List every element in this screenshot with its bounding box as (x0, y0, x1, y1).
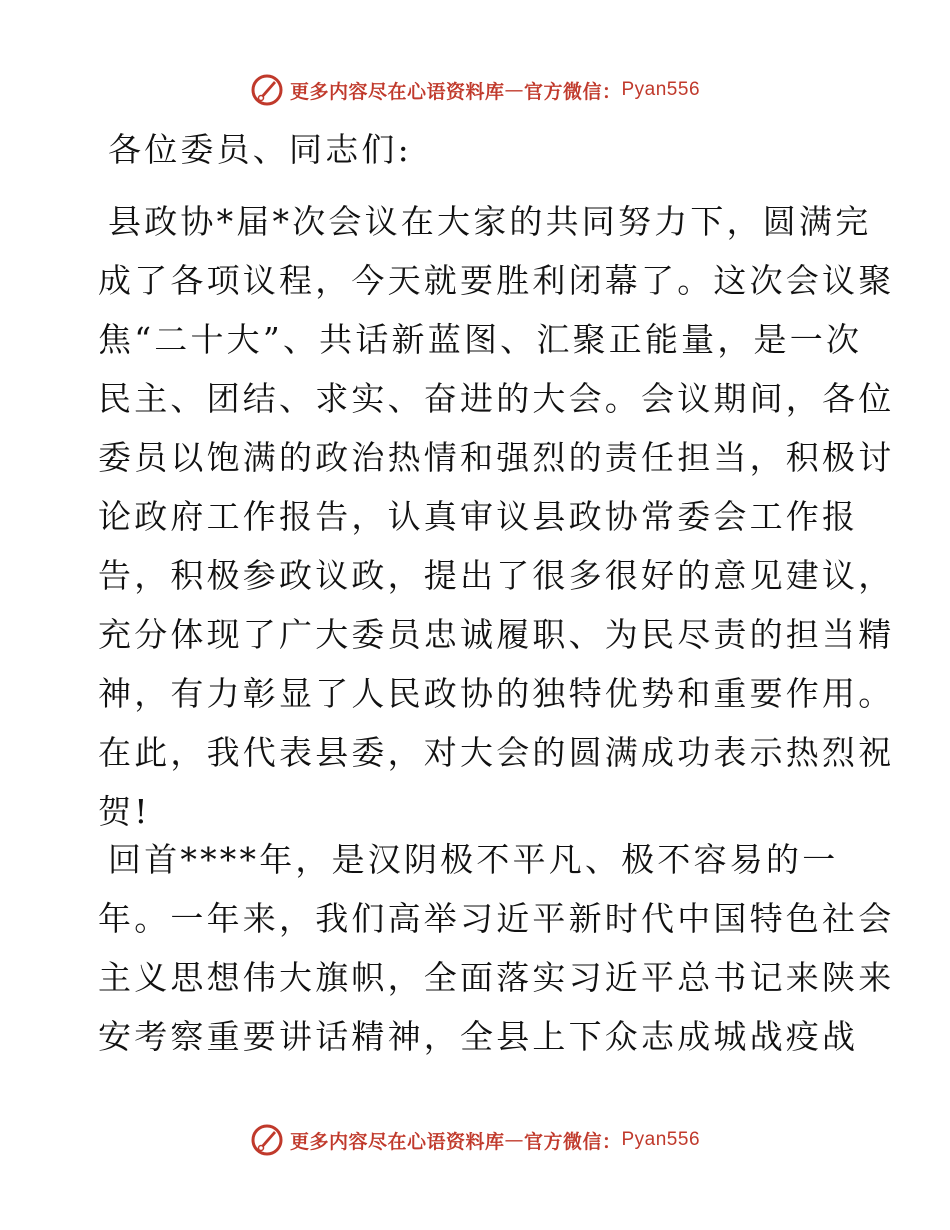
paragraph-line: 焦“二十大”、共话新蓝图、汇聚正能量，是一次 (98, 320, 863, 359)
paragraph-line: 委员以饱满的政治热情和强烈的责任担当，积极讨 (98, 438, 895, 477)
paragraph-line: 论政府工作报告，认真审议县政协常委会工作报 (98, 497, 859, 536)
paragraph-line: 充分体现了广大委员忠诚履职、为民尽责的担当精 (98, 615, 895, 654)
banner-dash: — (504, 1129, 524, 1151)
salutation: 各位委员、同志们: (108, 130, 412, 169)
banner-wechat-label: 官方微信： (523, 1130, 622, 1153)
quill-logo-icon (250, 1123, 284, 1157)
banner-dash: — (504, 79, 524, 101)
header-banner (0, 70, 950, 110)
paragraph-line: 回首****年，是汉阴极不平凡、极不容易的一 (108, 840, 839, 879)
banner-wechat-label: 官方微信： (523, 80, 622, 103)
paragraph-line: 主义思想伟大旗帜，全面落实习近平总书记来陕来 (98, 958, 895, 997)
banner-wechat-id: Pyan556 (621, 1129, 701, 1150)
paragraph-line: 县政协*届*次会议在大家的共同努力下，圆满完 (108, 202, 872, 241)
paragraph-line: 年。一年来，我们高举习近平新时代中国特色社会 (98, 899, 895, 938)
quill-logo-icon (250, 73, 284, 107)
paragraph-line: 在此，我代表县委，对大会的圆满成功表示热烈祝 (98, 733, 895, 772)
paragraph-line: 贺! (98, 792, 151, 831)
paragraph-line: 安考察重要讲话精神，全县上下众志成城战疫战 (98, 1017, 859, 1056)
paragraph-line: 成了各项议程，今天就要胜利闭幕了。这次会议聚 (98, 261, 895, 300)
banner-main-text: 更多内容尽在心语资料库 (289, 80, 505, 103)
paragraph-2 (98, 830, 895, 1066)
banner-wechat-id: Pyan556 (621, 79, 701, 100)
paragraph-1 (98, 192, 895, 841)
paragraph-line: 民主、团结、求实、奋进的大会。会议期间，各位 (98, 379, 895, 418)
paragraph-line: 告，积极参政议政，提出了很多很好的意见建议， (98, 556, 895, 595)
footer-banner (0, 1120, 950, 1160)
paragraph-line: 神，有力彰显了人民政协的独特优势和重要作用。 (98, 674, 895, 713)
banner-main-text: 更多内容尽在心语资料库 (289, 1130, 505, 1153)
